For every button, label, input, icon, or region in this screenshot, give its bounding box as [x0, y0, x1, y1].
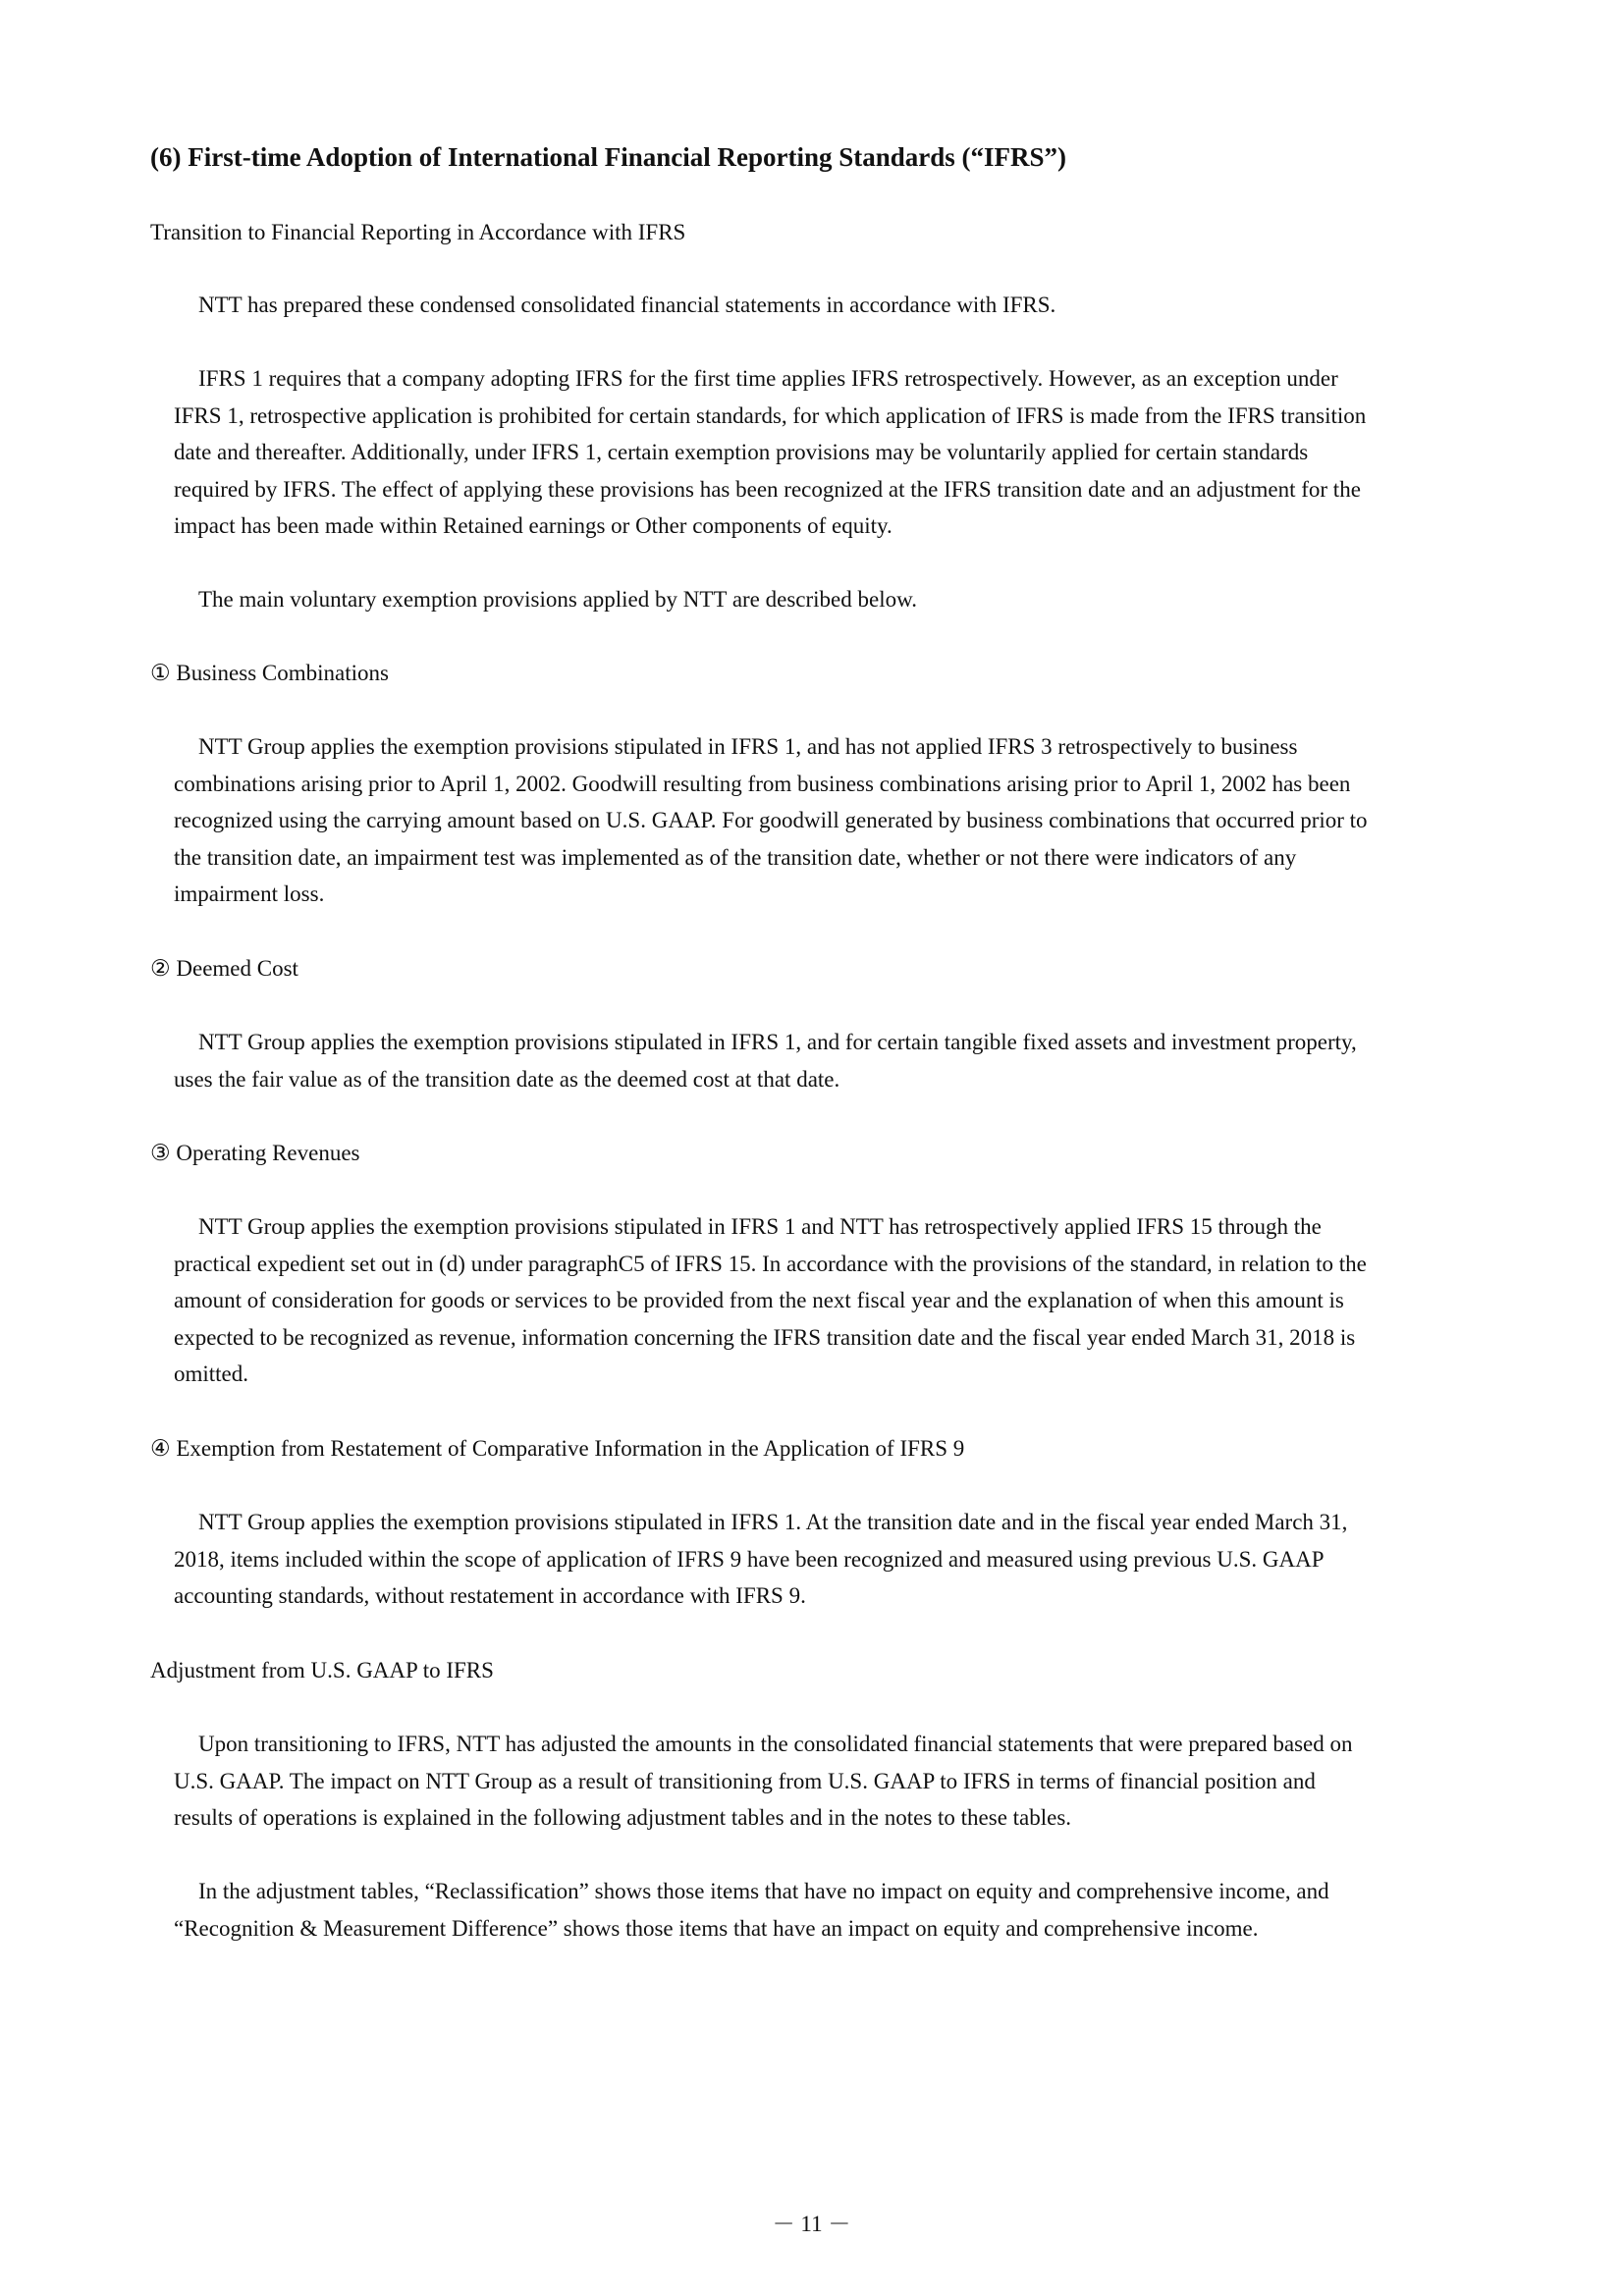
text-line: omitted.	[174, 1362, 249, 1386]
paragraph-ifrs9-exemption	[174, 1504, 1509, 1615]
text-line: U.S. GAAP. The impact on NTT Group as a result of transitioning from U.S. GAAP to IFRS in terms of financial position and	[174, 1768, 1316, 1793]
text-line: IFRS 1, retrospective application is prohibited for certain standards, for which application of IFRS is made from the IFRS transition	[174, 402, 1367, 428]
text-line: Upon transitioning to IFRS, NTT has adjusted the amounts in the consolidated financial statements that were prepared based on	[198, 1732, 1353, 1756]
heading-transition: Transition to Financial Reporting in Accordance with IFRS	[150, 220, 686, 244]
paragraph-transition-2	[174, 360, 1509, 545]
text-line: recognized using the carrying amount based on U.S. GAAP. For goodwill generated by business combinations that occurred prior to	[174, 808, 1368, 832]
text-line: impairment loss.	[174, 881, 325, 906]
heading-ifrs9-exemption: ④ Exemption from Restatement of Comparative Information in the Application of IFRS 9	[150, 1436, 965, 1461]
text-line: date and thereafter. Additionally, under IFRS 1, certain exemption provisions may be voluntarily applied for certain standards	[174, 440, 1309, 464]
text-line: combinations arising prior to April 1, 2002. Goodwill resulting from business combinations arising prior to April 1, 2002 has been	[174, 771, 1351, 796]
text-line: NTT Group applies the exemption provisions stipulated in IFRS 1. At the transition date and in the fiscal year ended March 31,	[198, 1510, 1348, 1534]
text-line: accounting standards, without restatement in accordance with IFRS 9.	[174, 1583, 806, 1608]
paragraph-transition-3	[174, 581, 1509, 618]
text-line: NTT has prepared these condensed consolidated financial statements in accordance with IFRS.	[198, 293, 1056, 317]
heading-operating-revenues: ③ Operating Revenues	[150, 1141, 360, 1165]
text-line: NTT Group applies the exemption provisions stipulated in IFRS 1, and for certain tangible fixed assets and investment property,	[198, 1030, 1357, 1054]
text-line: required by IFRS. The effect of applying these provisions has been recognized at the IFRS transition date and an adjustment for the	[174, 476, 1361, 502]
paragraph-transition-1	[174, 287, 1509, 324]
text-line: IFRS 1 requires that a company adopting IFRS for the first time applies IFRS retrospectively. However, as an exception under	[198, 366, 1338, 391]
heading-business-combinations: ① Business Combinations	[150, 661, 389, 685]
section-title: (6) First-time Adoption of International Financial Reporting Standards (“IFRS”)	[150, 142, 1067, 172]
heading-adjustment: Adjustment from U.S. GAAP to IFRS	[150, 1658, 494, 1682]
page-number: － 11 －	[772, 2212, 851, 2236]
text-line: “Recognition & Measurement Difference” shows those items that have an impact on equity and comprehensive income.	[174, 1915, 1259, 1941]
paragraph-deemed-cost	[174, 1024, 1509, 1097]
text-line: the transition date, an impairment test was implemented as of the transition date, whether or not there were indicators of any	[174, 844, 1297, 870]
paragraph-adjustment-1	[174, 1726, 1509, 1837]
text-line: uses the fair value as of the transition date as the deemed cost at that date.	[174, 1066, 840, 1092]
text-line: amount of consideration for goods or services to be provided from the next fiscal year and the explanation of when this amount is	[174, 1288, 1344, 1312]
text-line: impact has been made within Retained earnings or Other components of equity.	[174, 513, 893, 538]
text-line: results of operations is explained in the following adjustment tables and in the notes to these tables.	[174, 1805, 1072, 1830]
paragraph-adjustment-2	[174, 1873, 1509, 1947]
paragraph-operating-revenues	[174, 1208, 1509, 1393]
heading-deemed-cost: ② Deemed Cost	[150, 956, 298, 981]
text-line: 2018, items included within the scope of application of IFRS 9 have been recognized and measured using previous U.S. GAAP	[174, 1546, 1325, 1572]
text-line: practical expedient set out in (d) under paragraphC5 of IFRS 15. In accordance with the provisions of the standard, in relation to the	[174, 1251, 1367, 1276]
text-line: NTT Group applies the exemption provisions stipulated in IFRS 1, and has not applied IFRS 3 retrospectively to business	[198, 734, 1298, 759]
text-line: In the adjustment tables, “Reclassification” shows those items that have no impact on equity and comprehensive income, and	[198, 1879, 1329, 1903]
paragraph-business-combinations	[174, 728, 1509, 913]
text-line: NTT Group applies the exemption provisions stipulated in IFRS 1 and NTT has retrospectively applied IFRS 15 through the	[198, 1214, 1322, 1239]
text-line: expected to be recognized as revenue, information concerning the IFRS transition date and the fiscal year ended March 31, 2018 is	[174, 1324, 1356, 1350]
text-line: The main voluntary exemption provisions applied by NTT are described below.	[198, 587, 917, 612]
